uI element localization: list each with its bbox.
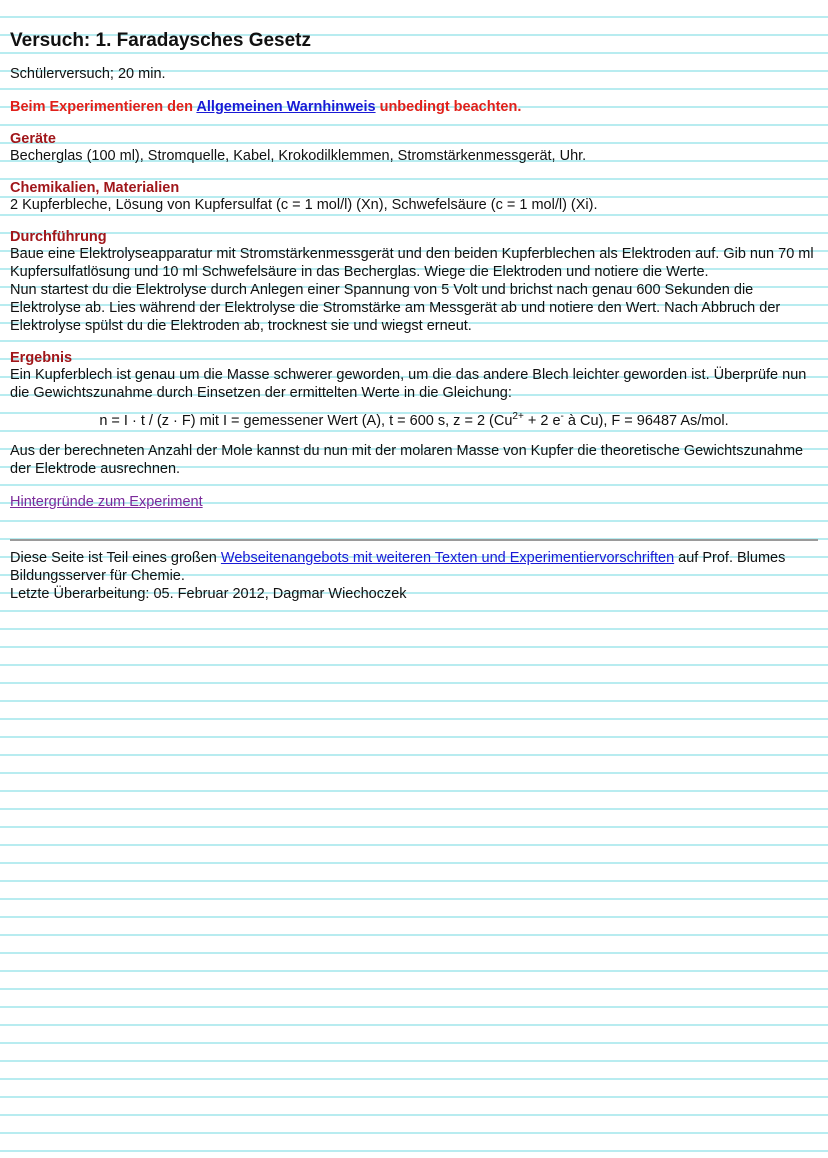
- formula-superscript-electron: -: [560, 411, 564, 422]
- faraday-formula: [10, 412, 818, 430]
- footer-info: [10, 549, 818, 585]
- section-durchfuehrung: [10, 229, 818, 335]
- warning-text-after: unbedingt beachten.: [375, 99, 522, 115]
- footer-divider: [10, 539, 818, 541]
- warning-text-before: Beim Experimentieren den: [10, 99, 197, 115]
- formula-part-1: n = I · t / (z · F) mit I = gemessener Wert (A), t = 600 s, z = 2 (Cu: [99, 413, 513, 429]
- ergebnis-text: Ein Kupferblech ist genau um die Masse schwerer geworden, um die das andere Blech leichter geworden ist. Überprüfe nun die Gewichtszunahme durch Einsetzen der ermittelten Werte in die Gleichung:: [10, 367, 807, 401]
- ergebnis-conclusion: Aus der berechneten Anzahl der Mole kannst du nun mit der molaren Masse von Kupfer die theoretische Gewichtszunahme der Elektrode ausrechnen.: [10, 443, 804, 477]
- section-ergebnis: [10, 350, 818, 478]
- safety-warning: [10, 98, 818, 116]
- durchfuehrung-paragraph-2: Nun startest du die Elektrolyse durch Anlegen einer Spannung von 5 Volt und brichst nach genau 600 Sekunden die Elektrolyse ab. Lies während der Elektrolyse die Stromstärke am Messgerät ab und notiere den Wert. Nach Abbruch der Elektrolyse spülst du die Elektroden ab, trocknest sie und wiegst erneut.: [10, 282, 781, 334]
- page-title: Versuch: 1. Faradaysches Gesetz: [10, 30, 311, 51]
- section-heading-geraete: Geräte: [10, 131, 56, 147]
- footer-text-after: auf Prof. Blumes Bildungsserver für Chemie.: [10, 550, 786, 584]
- formula-part-2: + 2 e: [523, 413, 561, 429]
- experiment-meta: Schülerversuch; 20 min.: [10, 66, 166, 82]
- section-chemikalien: [10, 180, 818, 214]
- formula-superscript-charge: 2+: [512, 411, 524, 422]
- durchfuehrung-paragraph-1: Baue eine Elektrolyseapparatur mit Stromstärkenmessgerät und den beiden Kupferblechen als Elektroden auf. Gib nun 70 ml Kupfersulfatlösung und 10 ml Schwefelsäure in das Becherglas. Wiege die Elektroden und notiere die Werte.: [10, 246, 814, 280]
- section-heading-chemikalien: Chemikalien, Materialien: [10, 180, 180, 196]
- section-heading-durchfuehrung: Durchführung: [10, 229, 107, 245]
- section-text-geraete: Becherglas (100 ml), Stromquelle, Kabel, Krokodilklemmen, Stromstärkenmessgerät, Uhr.: [10, 148, 587, 164]
- footer-link[interactable]: Webseitenangebots mit weiteren Texten und Experimentiervorschriften: [220, 550, 675, 566]
- background-link-row: [10, 493, 818, 511]
- formula-part-3: à Cu), F = 96487 As/mol.: [563, 413, 729, 429]
- warning-link[interactable]: Allgemeinen Warnhinweis: [196, 99, 376, 115]
- section-heading-ergebnis: Ergebnis: [10, 350, 73, 366]
- footer-revision: Letzte Überarbeitung: 05. Februar 2012, Dagmar Wiechoczek: [10, 586, 407, 602]
- footer-text-before: Diese Seite ist Teil eines großen: [10, 550, 221, 566]
- section-geraete: [10, 131, 818, 165]
- background-link[interactable]: Hintergründe zum Experiment: [10, 494, 203, 510]
- section-text-chemikalien: 2 Kupferbleche, Lösung von Kupfersulfat (c = 1 mol/l) (Xn), Schwefelsäure (c = 1 mol/l) (Xi).: [10, 197, 598, 213]
